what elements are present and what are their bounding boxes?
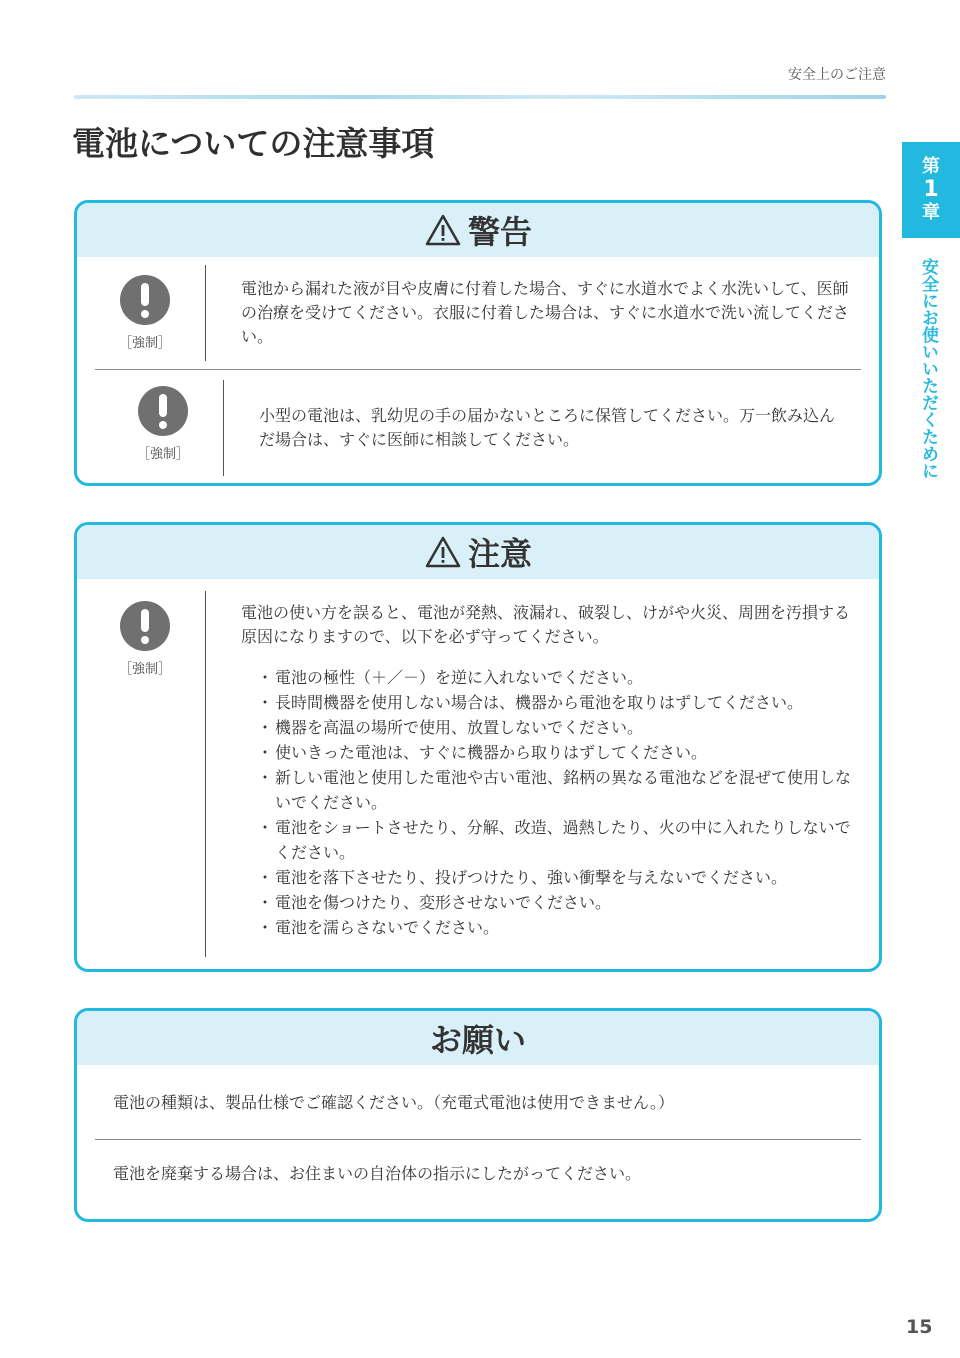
divider — [205, 591, 206, 957]
chapter-number: 1 — [923, 177, 939, 203]
warning-item — [77, 257, 879, 369]
caution-bullet: ・ 長時間機器を使用しない場合は、機器から電池を取りはずしてください。 — [263, 690, 859, 715]
chapter-tab — [902, 142, 960, 238]
request-item: 電池を廃棄する場合は、お住まいの自治体の指示にしたがってください。 — [113, 1164, 642, 1183]
caution-bullet: ・ 電池を落下させたり、投げつけたり、強い衝撃を与えないでください。 — [263, 865, 859, 890]
caution-text — [241, 601, 859, 940]
caution-intro: 電池の使い方を誤ると、電池が発熱、液漏れ、破裂し、けがや火災、周囲を汚損する原因になりますので、以下を必ず守ってください。 — [241, 603, 850, 646]
mandatory-label: ［強制］ — [136, 447, 189, 462]
mandatory-mark — [123, 386, 203, 462]
caution-bullet: ・ 電池の極性（＋／－）を逆に入れないでください。 — [263, 665, 859, 690]
warning-text: 小型の電池は、乳幼児の手の届かないところに保管してください。万一飲み込んだ場合は、すぐに医師に相談してください。 — [259, 406, 836, 449]
warning-triangle-icon — [424, 213, 462, 247]
caution-bullet: ・ 電池を濡らさないでください。 — [263, 915, 859, 940]
caution-bullet: ・ 新しい電池と使用した電池や古い電池、銘柄の異なる電池などを混ぜて使用しないでください。 — [263, 765, 859, 815]
caution-list — [263, 665, 859, 940]
caution-header — [77, 525, 879, 579]
caution-title: 注意 — [467, 535, 532, 573]
warning-box — [74, 200, 882, 486]
section-label: 安全上のご注意 — [788, 67, 886, 83]
warning-text: 電池から漏れた液が目や皮膚に付着した場合、すぐに水道水でよく水洗いして、医師の治療を受けてください。衣服に付着した場合は、すぐに水道水で洗い流してください。 — [241, 279, 850, 346]
chapter-suffix: 章 — [922, 201, 940, 223]
header-rule — [74, 95, 886, 99]
page-title: 電池についての注意事項 — [72, 124, 435, 163]
warning-item — [95, 369, 861, 484]
request-item: 電池の種類は、製品仕様でご確認ください。（充電式電池は使用できません。） — [113, 1093, 674, 1112]
warning-triangle-icon — [424, 535, 462, 569]
divider — [223, 380, 224, 476]
warning-title: 警告 — [467, 213, 532, 251]
mandatory-mark — [105, 601, 185, 677]
caution-bullet: ・ 機器を高温の場所で使用、放置しないでください。 — [263, 715, 859, 740]
exclamation-icon — [138, 386, 188, 436]
request-title: お願い — [429, 1021, 526, 1059]
mandatory-mark — [105, 275, 185, 351]
warning-header — [77, 203, 879, 257]
exclamation-icon — [120, 275, 170, 325]
chapter-prefix: 第 — [922, 155, 940, 177]
request-box — [74, 1008, 882, 1222]
caution-bullet: ・ 電池をショートさせたり、分解、改造、過熱したり、火の中に入れたりしないでください。 — [263, 815, 859, 865]
exclamation-icon — [120, 601, 170, 651]
caution-box — [74, 522, 882, 972]
caution-bullet: ・ 電池を傷つけたり、変形させないでください。 — [263, 890, 859, 915]
caution-item — [77, 579, 879, 969]
chapter-side-title: 安全にお使いいただくために — [918, 258, 938, 479]
request-header — [77, 1011, 879, 1065]
divider — [205, 265, 206, 361]
mandatory-label: ［強制］ — [118, 662, 171, 677]
mandatory-label: ［強制］ — [118, 336, 171, 351]
caution-bullet: ・ 使いきった電池は、すぐに機器から取りはずしてください。 — [263, 740, 859, 765]
page-number: 15 — [906, 1316, 933, 1338]
